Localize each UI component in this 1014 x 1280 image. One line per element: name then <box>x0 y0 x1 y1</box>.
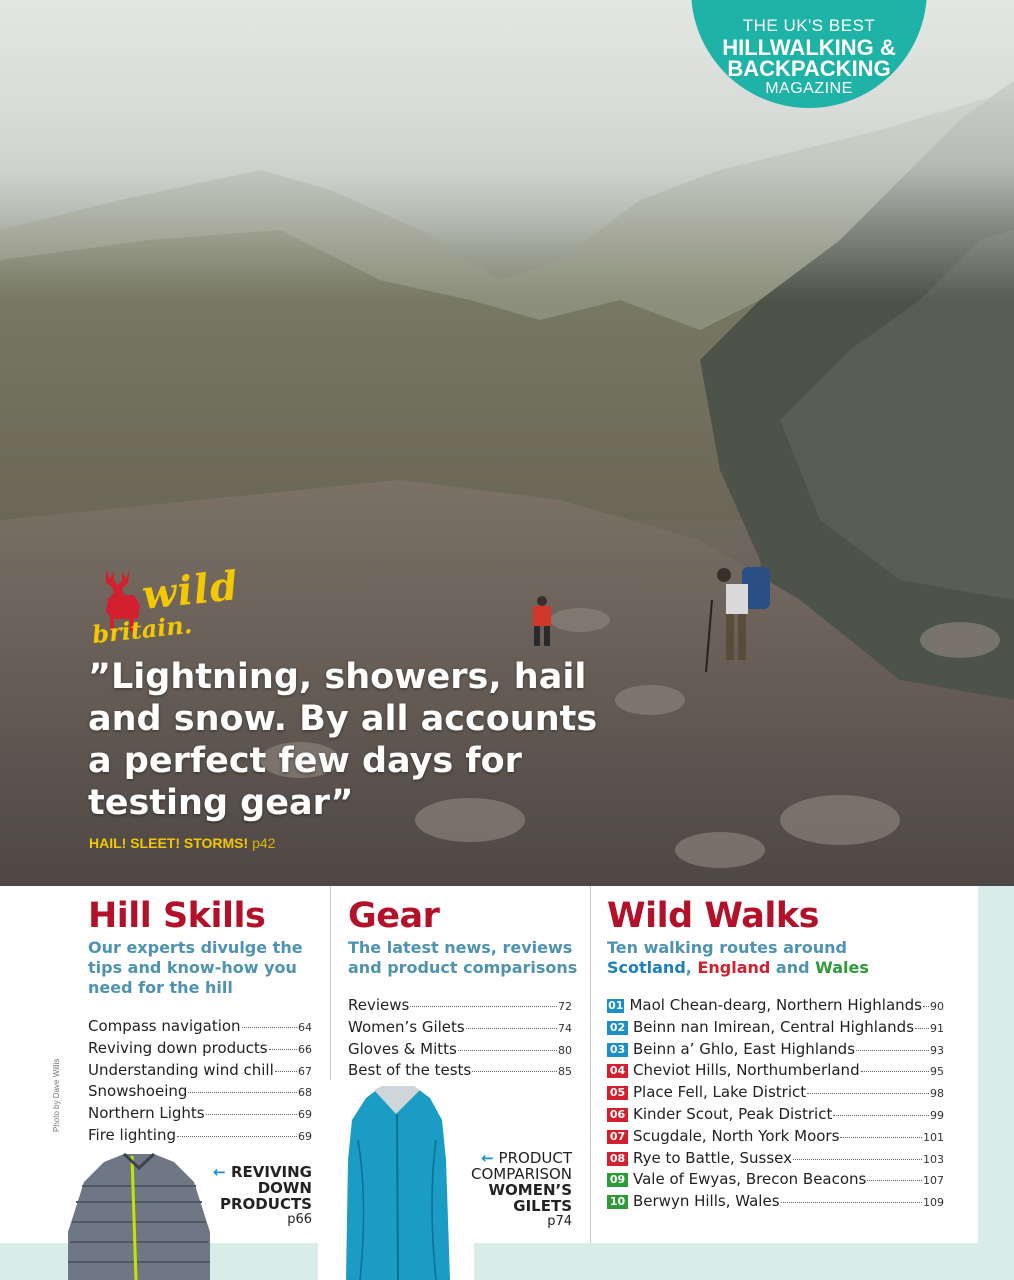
toc-label: Snowshoeing <box>88 1082 188 1101</box>
toc-label: Northern Lights <box>88 1104 205 1123</box>
toc-page: 80 <box>558 1043 572 1057</box>
toc-entry[interactable] <box>607 1170 944 1192</box>
leader-dots <box>923 1006 929 1007</box>
toc-page: 107 <box>923 1174 944 1188</box>
toc-page: 66 <box>298 1042 312 1056</box>
section-wild-walks <box>607 896 967 978</box>
route-number-badge: 02 <box>607 1021 628 1035</box>
toc-page: 93 <box>930 1043 944 1057</box>
route-number-badge: 07 <box>607 1130 628 1144</box>
toc-label: Berwyn Hills, Wales <box>633 1192 780 1211</box>
route-number-badge: 06 <box>607 1108 628 1122</box>
toc-entry[interactable] <box>88 1082 312 1104</box>
feature-quote: ”Lightning, showers, hail and snow. By all accounts a perfect few days for testing gear” <box>88 657 598 823</box>
section-subtitle: The latest news, reviews and product comparisons <box>348 938 578 977</box>
callout-line: PRODUCTS <box>220 1195 312 1213</box>
subtitle-and: and <box>775 958 810 977</box>
toc-entry[interactable] <box>88 1126 312 1148</box>
toc-entry[interactable] <box>607 1192 944 1214</box>
mint-border-right <box>978 886 1014 1280</box>
callout-line: DOWN <box>257 1179 312 1197</box>
leader-dots <box>410 1006 557 1007</box>
subtitle-wales: Wales <box>815 958 869 977</box>
toc-page: 69 <box>298 1129 312 1143</box>
toc-entry[interactable] <box>88 1017 312 1039</box>
callout-product-comparison[interactable] <box>440 1150 572 1230</box>
leader-dots <box>472 1071 557 1072</box>
gear-list <box>348 996 572 1083</box>
leader-dots <box>466 1028 557 1029</box>
toc-entry[interactable] <box>607 1083 944 1105</box>
route-number-badge: 05 <box>607 1086 628 1100</box>
toc-page: 64 <box>298 1021 312 1034</box>
toc-entry[interactable] <box>88 1061 312 1083</box>
toc-label: Cheviot Hills, Northumberland <box>633 1061 860 1080</box>
leader-dots <box>458 1050 557 1051</box>
toc-label: Understanding wind chill <box>88 1060 274 1079</box>
callout-line: COMPARISON <box>471 1165 572 1183</box>
toc-label: Place Fell, Lake District <box>633 1083 807 1102</box>
route-number-badge: 04 <box>607 1064 628 1078</box>
section-gear <box>348 896 578 978</box>
toc-entry[interactable] <box>348 1040 572 1062</box>
toc-page: 99 <box>930 1108 944 1122</box>
toc-label: Women’s Gilets <box>348 1017 465 1036</box>
feature-kicker-link[interactable] <box>89 835 275 851</box>
leader-dots <box>840 1137 922 1138</box>
toc-label: Beinn nan Imirean, Central Highlands <box>633 1017 915 1036</box>
leader-dots <box>793 1159 922 1160</box>
toc-page: 69 <box>298 1108 312 1122</box>
subtitle-line: Ten walking routes around <box>607 938 847 957</box>
toc-page: 95 <box>930 1065 944 1079</box>
wild-walks-list <box>607 996 944 1214</box>
toc-page: 98 <box>930 1087 944 1101</box>
toc-entry[interactable] <box>607 1105 944 1127</box>
hill-skills-list <box>88 1017 312 1148</box>
subtitle-scotland: Scotland <box>607 958 686 977</box>
badge-line-2: HILLWALKING & <box>722 35 896 60</box>
callout-page: p74 <box>547 1214 572 1229</box>
toc-entry[interactable] <box>607 1018 944 1040</box>
subtitle-comma: , <box>685 958 692 977</box>
leader-dots <box>856 1050 929 1051</box>
toc-page: 74 <box>558 1021 572 1035</box>
arrow-left-icon: ← <box>481 1149 494 1167</box>
leader-dots <box>242 1027 297 1028</box>
toc-entry[interactable] <box>607 1040 944 1062</box>
callout-line: WOMEN’S <box>488 1181 572 1199</box>
toc-label: Kinder Scout, Peak District <box>633 1104 833 1123</box>
toc-entry[interactable] <box>348 996 572 1018</box>
toc-entry[interactable] <box>348 1018 572 1040</box>
toc-entry[interactable] <box>607 1149 944 1171</box>
toc-page: 85 <box>558 1065 572 1079</box>
toc-page: 68 <box>298 1086 312 1100</box>
leader-dots <box>781 1202 922 1203</box>
toc-label: Scugdale, North York Moors <box>633 1126 840 1145</box>
route-number-badge: 09 <box>607 1173 628 1187</box>
leader-dots <box>915 1028 929 1029</box>
toc-entry[interactable] <box>607 1127 944 1149</box>
toc-page: 90 <box>930 1000 944 1013</box>
toc-entry[interactable] <box>607 1061 944 1083</box>
section-title: Gear <box>348 896 440 936</box>
logo-word-britain: britain. <box>90 609 194 650</box>
badge-line-1: THE UK'S BEST <box>742 16 876 35</box>
leader-dots <box>807 1093 929 1094</box>
callout-reviving-down[interactable] <box>200 1164 312 1228</box>
arrow-left-icon: ← <box>213 1163 226 1181</box>
leader-dots <box>833 1115 929 1116</box>
toc-label: Gloves & Mitts <box>348 1039 457 1058</box>
leader-dots <box>867 1180 922 1181</box>
leader-dots <box>206 1114 297 1115</box>
callout-page: p66 <box>287 1212 312 1227</box>
column-divider <box>590 886 591 1243</box>
section-title: Wild Walks <box>607 896 819 936</box>
magazine-badge <box>691 0 927 108</box>
leader-dots <box>177 1136 297 1137</box>
toc-entry[interactable] <box>607 996 944 1018</box>
leader-dots <box>275 1071 297 1072</box>
route-number-badge: 08 <box>607 1152 628 1166</box>
section-subtitle: Our experts divulge the tips and know-how you need for the hill <box>88 938 303 997</box>
toc-page: 101 <box>923 1130 944 1144</box>
route-number-badge: 10 <box>607 1195 628 1209</box>
toc-page: 67 <box>298 1064 312 1078</box>
leader-dots <box>188 1092 297 1093</box>
toc-page: 103 <box>923 1152 944 1166</box>
toc-label: Reviews <box>348 996 410 1014</box>
toc-label: Best of the tests <box>348 1061 472 1080</box>
badge-line-4: MAGAZINE <box>765 80 853 97</box>
toc-entry[interactable] <box>88 1039 312 1061</box>
toc-page: 109 <box>923 1196 944 1210</box>
section-hill-skills <box>88 896 320 998</box>
callout-line: PRODUCT <box>498 1149 572 1167</box>
feature-kicker-text: HAIL! SLEET! STORMS! <box>89 835 249 851</box>
route-number-badge: 01 <box>608 999 624 1012</box>
photo-credit: Photo by Dave Willis <box>52 1058 61 1132</box>
toc-label: Maol Chean-dearg, Northern Highlands <box>629 996 922 1014</box>
section-title: Hill Skills <box>88 896 266 936</box>
down-jacket-image <box>64 1152 214 1280</box>
toc-label: Fire lighting <box>88 1125 176 1144</box>
feature-page: p42 <box>252 835 276 851</box>
toc-label: Vale of Ewyas, Brecon Beacons <box>633 1170 867 1189</box>
toc-page: 91 <box>930 1021 944 1035</box>
leader-dots <box>269 1049 297 1050</box>
wild-britain-logo <box>90 562 250 650</box>
toc-entry[interactable] <box>88 1104 312 1126</box>
toc-label: Rye to Battle, Sussex <box>633 1148 792 1167</box>
logo-word-wild: wild <box>139 562 241 619</box>
badge-line-3: BACKPACKING <box>727 56 891 81</box>
leader-dots <box>861 1071 929 1072</box>
toc-page: 72 <box>558 1000 572 1013</box>
subtitle-england: England <box>697 958 771 977</box>
toc-label: Reviving down products <box>88 1038 268 1057</box>
toc-label: Compass navigation <box>88 1017 241 1035</box>
route-number-badge: 03 <box>607 1043 628 1057</box>
callout-line: REVIVING <box>230 1163 312 1181</box>
callout-line: GILETS <box>513 1197 572 1215</box>
section-subtitle <box>607 938 967 978</box>
toc-label: Beinn a’ Ghlo, East Highlands <box>633 1039 856 1058</box>
